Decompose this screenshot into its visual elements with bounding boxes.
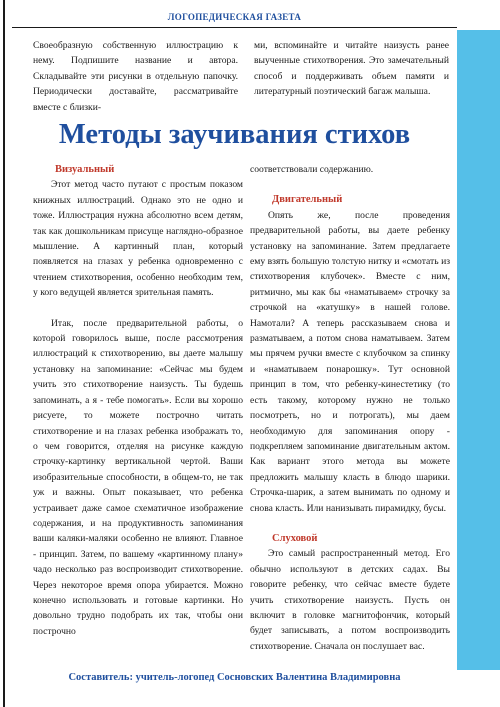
article-column-right bbox=[250, 162, 450, 654]
intro-text-right: ми, вспоминайте и читайте наизусть ранее выученные стихотворения. Это замечательный способ и поддерживать объем памяти и литературный поэтический багаж малыша. bbox=[254, 40, 449, 98]
visual-paragraph-2: Итак, после предварительной работы, о которой говорилось выше, после рассмотрения иллюстраций к стихотворению, вы даете малышу установку на запоминание: «Сейчас мы будем учить это стихотворение наизусть. Ты будешь запоминать, а я - тебе помогать». Если вы хорошо рисуете, то можете построчно читать стихотворение и на глазах ребенка изображать то, о чем говорится, отделяя на рисунке каждую строчку-картинку вертикальной чертой. Ваши изобразительные способности, в общем-то, не так уж и важны. Опыт показывает, что ребенка устраивает даже самое схематичное изображение содержания, и на продуктивность запоминания ваши каляки-маляки особенно не влияют. Главное - принцип. Затем, по вашему «картинному плану» чадо несколько раз воспроизводит стихотворение. Через некоторое время опора убирается. Можно конечно использовать и готовые картинки. Но довольно трудно подобрать их так, чтобы они построчно bbox=[33, 317, 243, 637]
intro-text-left: Своеобразную собственную иллюстрацию к нему. Подпишите название и автора. Складывайте эти рисунки в отдельную папочку. Периодически доставайте, рассматривайте вместе с близки- bbox=[33, 40, 238, 113]
auditory-paragraph: Это самый распространенный метод. Его обычно используют в детских садах. Вы говорите ребенку, что сейчас вместе будете учить стихотворение наизусть. Пусть он включит в головке магнитофончик, который будет записывать, а потом воспроизводить стихотворение. Сначала он послушает вас. bbox=[250, 548, 450, 652]
section-heading-auditory: Слуховой bbox=[272, 532, 318, 544]
motor-paragraph: Опять же, после проведения предварительной работы, вы даете ребенку установку на запоминание. Затем предлагаете ему взять большую толстую нитку и «смотать из стихотворения клубочек». Вместе с ним, ритмично, мы как бы «наматываем» строчку за строчкой на «катушку» в нашей голове. Намотали? А теперь рассказываем снова и разматываем, а потом снова наматываем. Затем мы прячем ручки вместе с клубочком за спинку и «наматываем понарошку». Тут основной принцип в том, что ребенку-кинестетику (то есть такому, которому нужно не только посмотреть, но и потрогать), мы даем необходимую для запоминания опору - подкрепляем запоминание двигательным актом. Как вариант этого метода вы можете предложить малышу класть в блюдо шарики. Строчка-шарик, а затем вынимать по одному и снова класть. Или нанизывать пирамидку, бусы. bbox=[250, 209, 450, 514]
newsletter-header: ЛОГОПЕДИЧЕСКАЯ ГАЗЕТА bbox=[167, 12, 302, 22]
visual-paragraph-1: Этот метод часто путают с простым показом книжных иллюстраций. Однако это не одно и тоже. Иллюстрация нужна абсолютно всем детям, так как дошкольникам присуще наглядно-образное мышление. А картинный план, который появляется на глазах у ребенка одновременно с чтением стихотворения, особенно необходим тем, у кого ведущей является зрительная память. bbox=[33, 179, 243, 299]
visual-paragraph-continued: соответствовали содержанию. bbox=[250, 164, 374, 175]
article-title: Методы заучивания стихов bbox=[58, 119, 411, 150]
left-border-line bbox=[3, 0, 5, 707]
section-heading-visual: Визуальный bbox=[55, 164, 115, 175]
decorative-side-bar bbox=[457, 30, 500, 670]
section-heading-motor: Двигательный bbox=[272, 194, 343, 206]
article-column-left bbox=[33, 162, 243, 639]
header-divider bbox=[12, 27, 457, 28]
author-credit: Составитель: учитель-логопед Сосновских Валентина Владимировна bbox=[68, 672, 401, 683]
